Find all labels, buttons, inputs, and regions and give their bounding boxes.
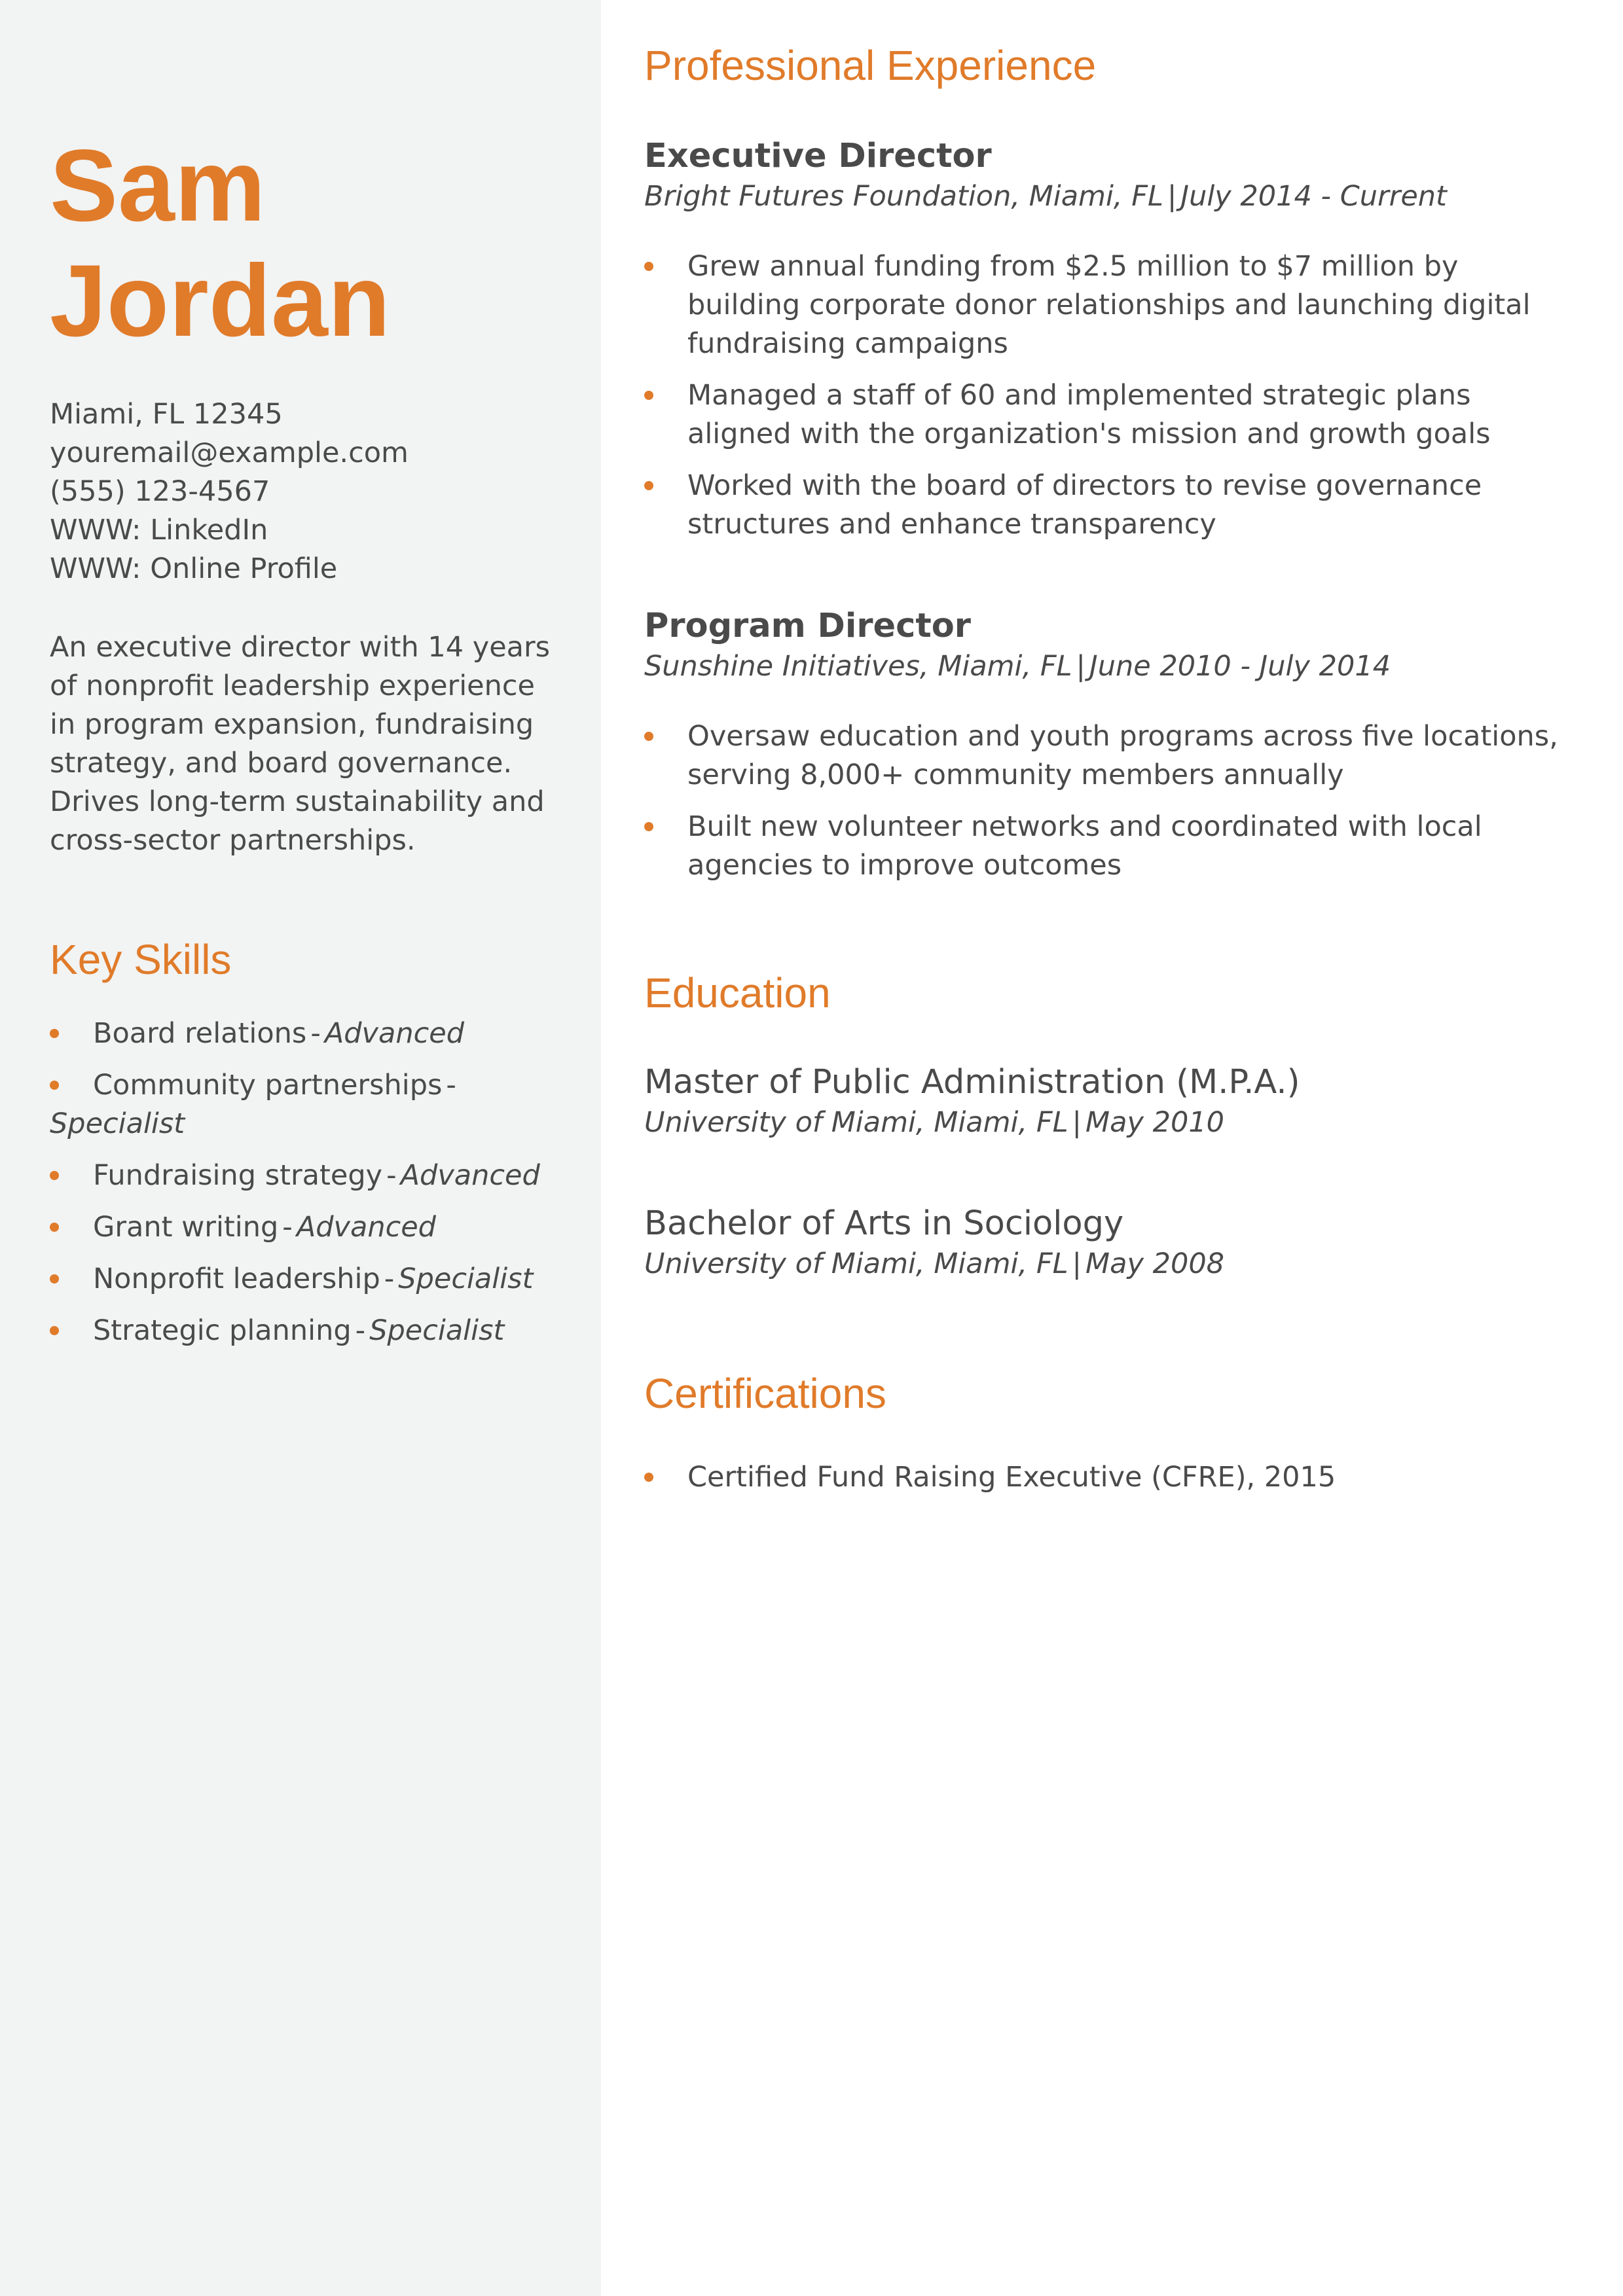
skill-name: Fundraising strategy — [93, 1159, 383, 1192]
dash-separator: - — [384, 1263, 395, 1295]
job-bullets — [644, 717, 1574, 885]
job-bullet: Built new volunteer networks and coordinated with local agencies to improve outcomes — [644, 808, 1574, 885]
dash-separator: - — [282, 1211, 293, 1244]
skill-level: Advanced — [400, 1159, 540, 1192]
school-name: University of Miami, Miami, FL — [644, 1247, 1068, 1280]
dash-separator: - — [386, 1159, 397, 1192]
school-name: University of Miami, Miami, FL — [644, 1106, 1068, 1139]
candidate-name — [50, 128, 562, 359]
contact-info — [50, 395, 562, 588]
skill-name: Community partnerships — [93, 1069, 443, 1102]
education-entry — [644, 1062, 1574, 1142]
education-meta — [644, 1103, 1574, 1142]
graduation-date: May 2008 — [1085, 1247, 1225, 1280]
job-title: Program Director — [644, 607, 971, 645]
first-name: Sam — [50, 129, 266, 243]
skill-item — [50, 1157, 562, 1195]
degree-title: Bachelor of Arts in Sociology — [644, 1204, 1124, 1243]
dash-separator: - — [446, 1069, 456, 1102]
skill-item — [50, 1066, 562, 1143]
skill-level: Specialist — [50, 1107, 185, 1140]
skill-level: Specialist — [398, 1263, 534, 1295]
job-entry — [644, 605, 1574, 898]
job-bullet: Managed a staff of 60 and implemented strategic plans aligned with the organization's mission and growth goals — [644, 376, 1574, 454]
professional-summary: An executive director with 14 years of nonprofit leadership experience in program expansion, fundraising strategy, and board governance. Drives long-term sustainability and cross-sector partnerships. — [50, 631, 551, 857]
job-dates: July 2014 - Current — [1180, 180, 1447, 213]
skill-item — [50, 1312, 562, 1350]
job-organization: Sunshine Initiatives, Miami, FL — [644, 650, 1072, 683]
pipe-separator: | — [1072, 1247, 1082, 1280]
pipe-separator: | — [1072, 1106, 1082, 1139]
job-title: Executive Director — [644, 137, 992, 175]
job-bullets — [644, 247, 1574, 544]
skill-name: Board relations — [93, 1017, 307, 1050]
job-bullet: Grew annual funding from $2.5 million to $7 million by building corporate donor relationships and launching digital fundraising campaigns — [644, 247, 1574, 363]
dash-separator: - — [310, 1017, 321, 1050]
sidebar — [0, 0, 601, 2296]
skill-level: Advanced — [324, 1017, 464, 1050]
dash-separator: - — [355, 1314, 366, 1347]
skill-item — [50, 1208, 562, 1247]
contact-phone: (555) 123-4567 — [50, 475, 270, 508]
contact-online-profile[interactable]: WWW: Online Profile — [50, 552, 338, 585]
job-entry — [644, 135, 1574, 557]
last-name: Jordan — [50, 244, 391, 358]
contact-address: Miami, FL 12345 — [50, 398, 283, 431]
job-dates: June 2010 - July 2014 — [1089, 650, 1391, 683]
job-bullet: Oversaw education and youth programs across five locations, serving 8,000+ community members annually — [644, 717, 1574, 795]
skill-item — [50, 1260, 562, 1299]
skill-name: Grant writing — [93, 1211, 279, 1244]
job-bullet: Worked with the board of directors to revise governance structures and enhance transparency — [644, 467, 1574, 544]
education-entry — [644, 1203, 1574, 1283]
certifications-heading: Certifications — [644, 1370, 886, 1417]
education-heading: Education — [644, 969, 831, 1016]
job-organization: Bright Futures Foundation, Miami, FL — [644, 180, 1163, 213]
experience-heading: Professional Experience — [644, 42, 1097, 89]
certifications-list — [644, 1458, 1574, 1497]
education-meta — [644, 1245, 1574, 1283]
contact-linkedin[interactable]: WWW: LinkedIn — [50, 514, 268, 547]
graduation-date: May 2010 — [1085, 1106, 1225, 1139]
skill-level: Specialist — [369, 1314, 505, 1347]
key-skills-heading: Key Skills — [50, 936, 232, 983]
degree-title: Master of Public Administration (M.P.A.) — [644, 1063, 1300, 1102]
skills-list — [50, 1014, 562, 1350]
skill-name: Nonprofit leadership — [93, 1263, 380, 1295]
pipe-separator: | — [1167, 180, 1177, 213]
contact-email[interactable]: youremail@example.com — [50, 437, 409, 469]
skill-name: Strategic planning — [93, 1314, 352, 1347]
job-meta — [644, 177, 1574, 216]
certification-item: Certified Fund Raising Executive (CFRE), 2015 — [644, 1458, 1574, 1497]
job-meta — [644, 647, 1574, 686]
skill-item — [50, 1014, 562, 1053]
skill-level: Advanced — [296, 1211, 436, 1244]
pipe-separator: | — [1076, 650, 1086, 683]
